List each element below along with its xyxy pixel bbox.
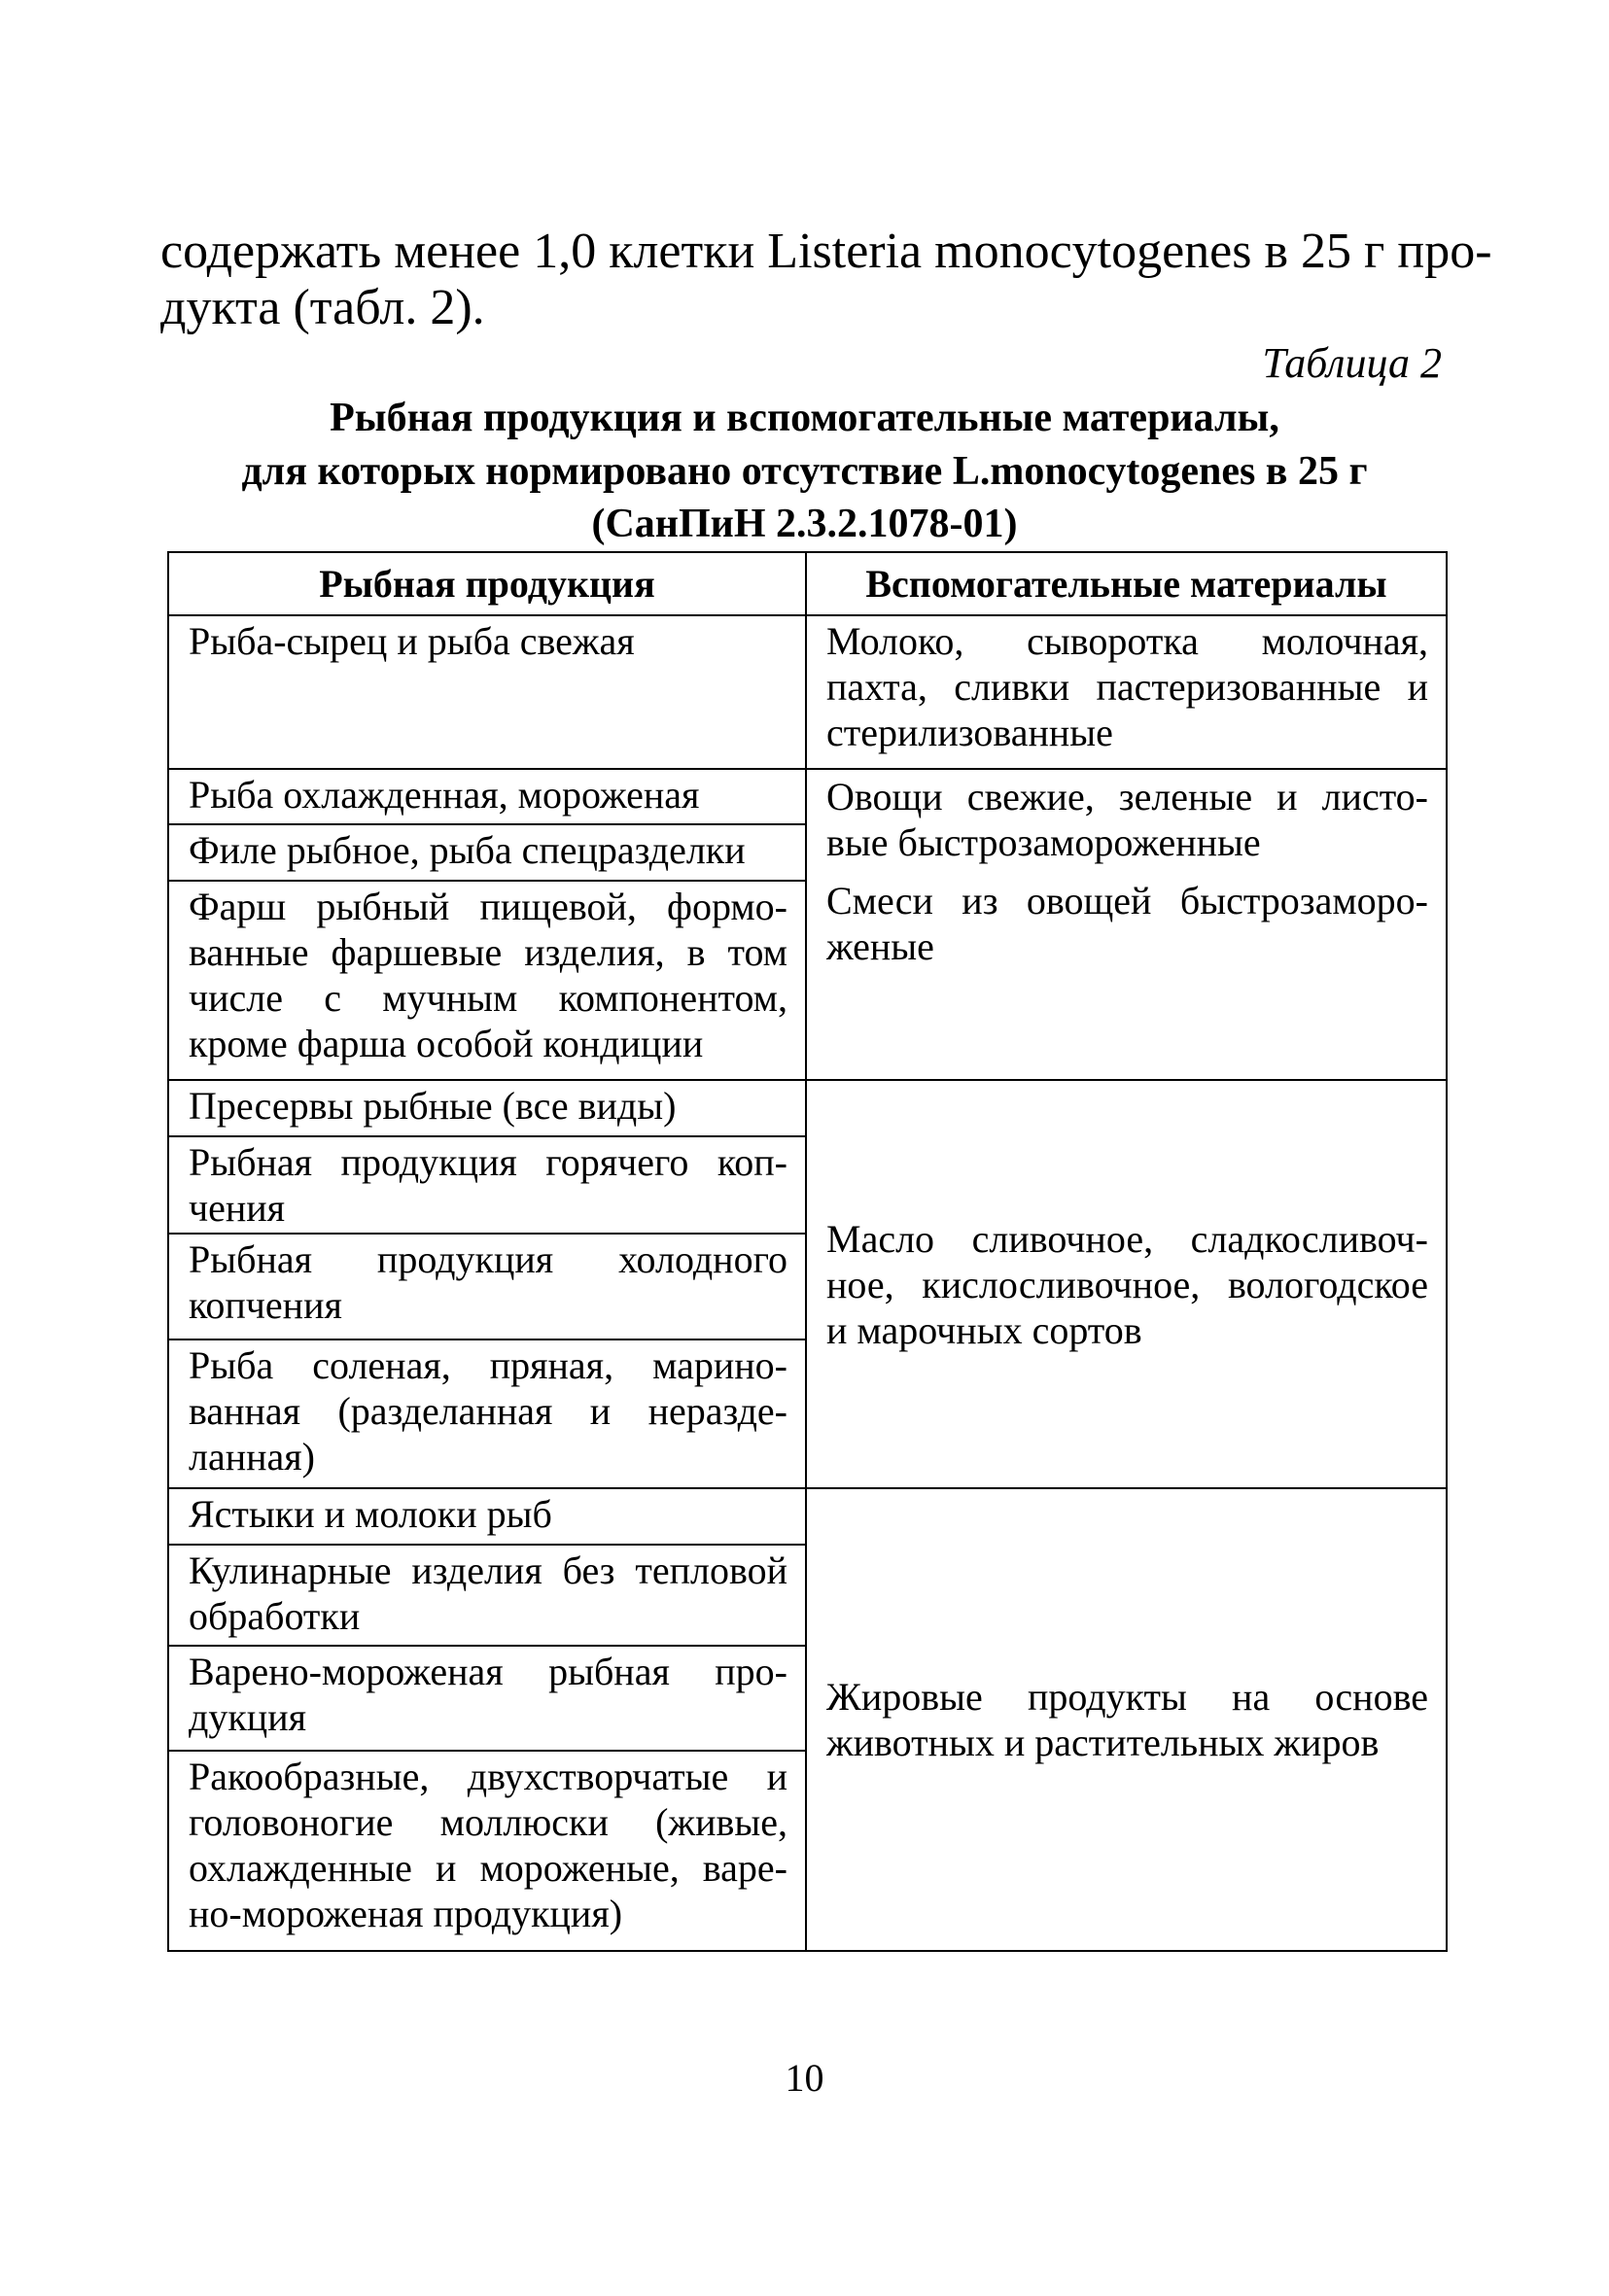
table-row — [168, 1080, 1447, 1136]
intro-line-1: содержать менее 1,0 клетки Listeria monocytogenes в 25 г про- — [160, 224, 1492, 279]
cell-text-line: ванная (разделанная и неразде- — [189, 1389, 787, 1433]
cell-text-line: Кулинарные изделия без тепловой — [189, 1548, 787, 1592]
cell-text-line: охлажденные и мороженые, варе- — [189, 1846, 787, 1890]
table-row — [168, 1488, 1447, 1545]
material-vegetable-mixes-text — [826, 878, 1428, 969]
fish-cell — [168, 769, 806, 824]
material-cell-fats — [806, 1488, 1447, 1951]
material-cell-vegetables — [806, 769, 1447, 1080]
cell-text-line: пахта, сливки пастеризованные и — [826, 665, 1428, 709]
material-cell-butter — [806, 1080, 1447, 1488]
cell-text-line: дукция — [189, 1695, 306, 1739]
cell-text-line: Рыба охлажденная, мороженая — [189, 773, 700, 817]
cell-text-line: стерилизованные — [826, 711, 1113, 754]
cell-text-line: Масло сливочное, сладкосливоч- — [826, 1216, 1428, 1261]
fish-cell — [168, 615, 806, 769]
intro-line-2: дукта (табл. 2). — [160, 280, 485, 335]
fish-cell — [168, 1339, 806, 1488]
fish-cell — [168, 1545, 806, 1646]
cell-text-line: обработки — [189, 1594, 361, 1638]
cell-text-line: Рыбная продукция холодного — [189, 1237, 787, 1281]
table-title-line-1: Рыбная продукция и вспомогательные материалы, — [330, 396, 1279, 440]
cell-text-line: Овощи свежие, зеленые и листо- — [826, 775, 1428, 818]
fish-cell — [168, 1234, 806, 1339]
cell-text-line: головоногие моллюски (живые, — [189, 1800, 787, 1844]
fish-cell — [168, 824, 806, 881]
table-row — [168, 769, 1447, 824]
fish-cell — [168, 1136, 806, 1234]
cell-text-line: Ракообразные, двухстворчатые и — [189, 1755, 787, 1798]
table-row — [168, 615, 1447, 769]
cell-text-line: числе с мучным компонентом, — [189, 976, 787, 1020]
header-auxiliary-materials: Вспомогательные материалы — [806, 552, 1447, 615]
cell-text-line: Рыбная продукция горячего коп- — [189, 1140, 787, 1184]
cell-text-line: чения — [189, 1186, 286, 1230]
cell-text-line: ное, кислосливочное, вологодское — [826, 1262, 1428, 1306]
cell-text-line: ланная) — [189, 1435, 315, 1478]
cell-text-line: Рыба-сырец и рыба свежая — [189, 619, 635, 663]
fish-cell — [168, 1080, 806, 1136]
table-title-line-2: для которых нормировано отсутствие L.monocytogenes в 25 г — [241, 449, 1368, 494]
cell-text-line: животных и растительных жиров — [826, 1721, 1380, 1764]
cell-text-line: Жировые продукты на основе — [826, 1675, 1428, 1719]
fish-cell — [168, 1488, 806, 1545]
cell-text-line: Пресервы рыбные (все виды) — [189, 1084, 677, 1128]
material-vegetables-text — [826, 774, 1428, 865]
fish-cell — [168, 1646, 806, 1751]
table-title-line-3: (СанПиН 2.3.2.1078-01) — [591, 502, 1018, 546]
cell-text-line: Филе рыбное, рыба спецразделки — [189, 828, 746, 872]
table-label: Таблица 2 — [1262, 339, 1442, 387]
cell-text-line: Варено-мороженая рыбная про- — [189, 1650, 787, 1693]
fish-cell — [168, 881, 806, 1080]
cell-text-line: ванные фаршевые изделия, в том — [189, 930, 787, 974]
cell-text-line: Смеси из овощей быстрозаморо- — [826, 879, 1428, 922]
cell-text-line: Ястыки и молоки рыб — [189, 1492, 552, 1536]
cell-text-line: и марочных сортов — [826, 1307, 1142, 1352]
cell-text-line: Рыба соленая, пряная, марино- — [189, 1343, 787, 1387]
products-table — [167, 551, 1448, 1952]
cell-text-line: женые — [826, 924, 934, 968]
cell-text-line: но-мороженая продукция) — [189, 1892, 623, 1935]
page-number: 10 — [785, 2056, 824, 2100]
fish-cell — [168, 1751, 806, 1951]
cell-text-line: копчения — [189, 1283, 342, 1327]
cell-text-line: вые быстрозамороженные — [826, 820, 1261, 864]
header-fish-products: Рыбная продукция — [168, 552, 806, 615]
cell-text-line: кроме фарша особой кондиции — [189, 1022, 704, 1065]
cell-text-line: Молоко, сыворотка молочная, — [826, 619, 1428, 663]
cell-text-line: Фарш рыбный пищевой, формо- — [189, 885, 787, 928]
table-header-row — [168, 552, 1447, 615]
material-cell-dairy — [806, 615, 1447, 769]
